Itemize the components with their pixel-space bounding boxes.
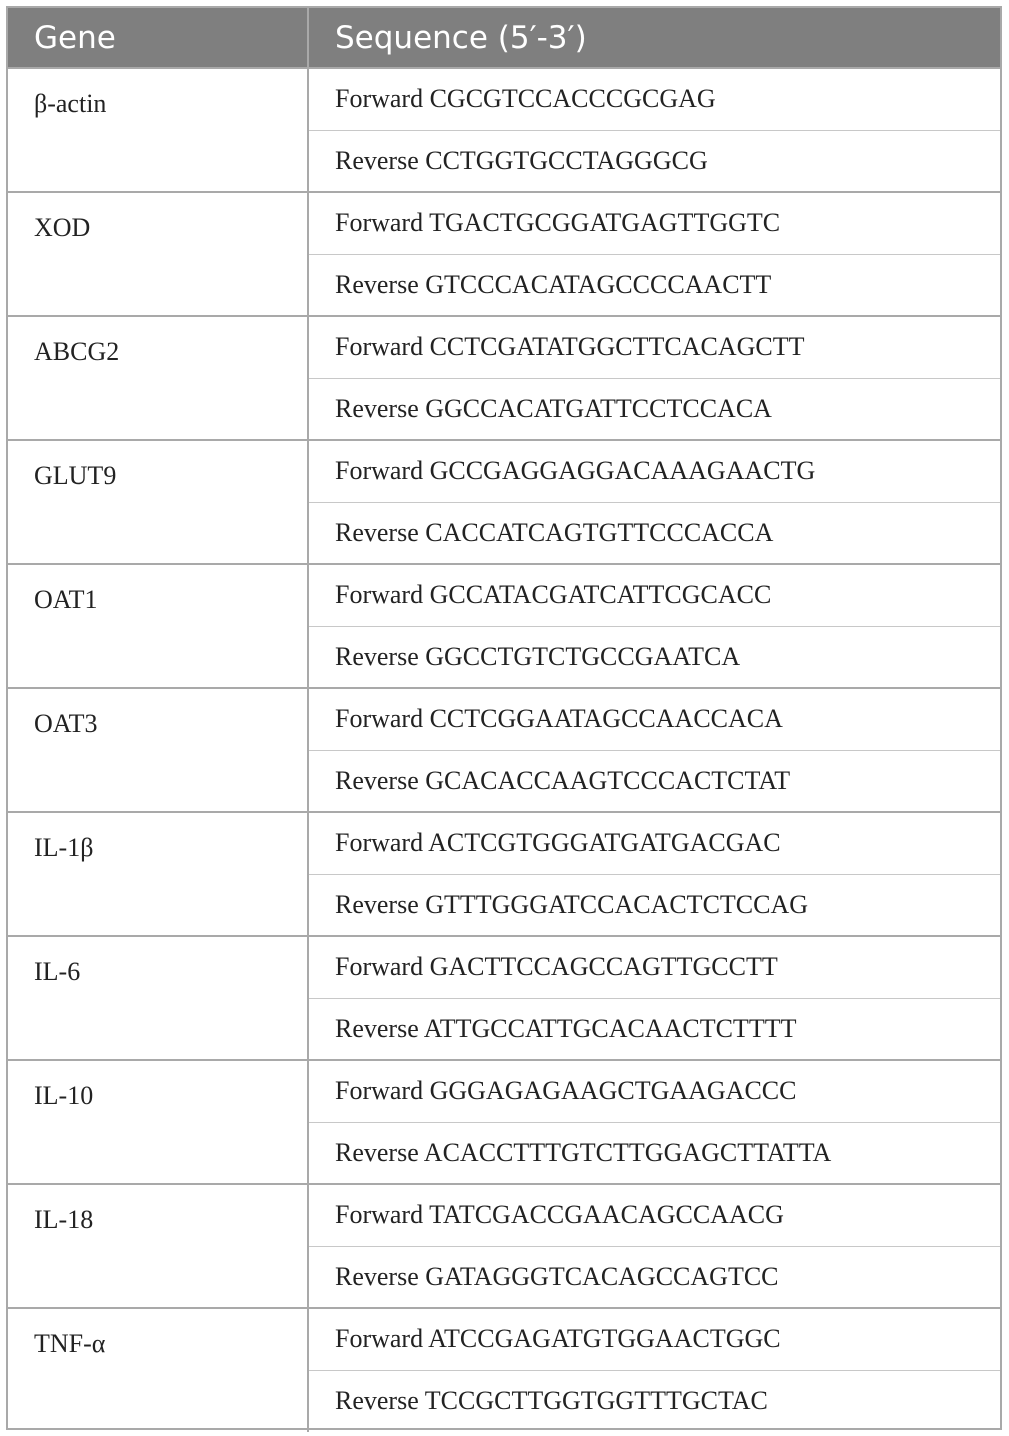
forward-sequence-cell: Forward GACTTCCAGCCAGTTGCCTT <box>308 936 1000 998</box>
gene-name-cell: GLUT9 <box>8 440 308 564</box>
table-row-forward <box>8 68 1000 130</box>
gene-name-cell: IL-1β <box>8 812 308 936</box>
gene-name-cell: OAT1 <box>8 564 308 688</box>
table-body <box>8 68 1000 1432</box>
gene-name-cell: ABCG2 <box>8 316 308 440</box>
forward-sequence-cell: Forward GCCGAGGAGGACAAAGAACTG <box>308 440 1000 502</box>
reverse-sequence-cell: Reverse GTCCCACATAGCCCCAACTT <box>308 254 1000 316</box>
table-row-forward <box>8 316 1000 378</box>
table-row-forward <box>8 1184 1000 1246</box>
reverse-sequence-cell: Reverse CCTGGTGCCTAGGGCG <box>308 130 1000 192</box>
forward-sequence-cell: Forward ACTCGTGGGATGATGACGAC <box>308 812 1000 874</box>
reverse-sequence-cell: Reverse ATTGCCATTGCACAACTCTTTT <box>308 998 1000 1060</box>
gene-name-cell: β-actin <box>8 68 308 192</box>
reverse-sequence-cell: Reverse GTTTGGGATCCACACTCTCCAG <box>308 874 1000 936</box>
forward-sequence-cell: Forward CCTCGATATGGCTTCACAGCTT <box>308 316 1000 378</box>
forward-sequence-cell: Forward GGGAGAGAAGCTGAAGACCC <box>308 1060 1000 1122</box>
reverse-sequence-cell: Reverse GGCCTGTCTGCCGAATCA <box>308 626 1000 688</box>
forward-sequence-cell: Forward GCCATACGATCATTCGCACC <box>308 564 1000 626</box>
forward-sequence-cell: Forward CCTCGGAATAGCCAACCACA <box>308 688 1000 750</box>
table-header <box>8 8 1000 68</box>
primer-table <box>8 8 1000 1432</box>
table-row-forward <box>8 564 1000 626</box>
reverse-sequence-cell: Reverse ACACCTTTGTCTTGGAGCTTATTA <box>308 1122 1000 1184</box>
table-row-forward <box>8 936 1000 998</box>
gene-name-cell: IL-10 <box>8 1060 308 1184</box>
table-row-forward <box>8 688 1000 750</box>
table-row-forward <box>8 440 1000 502</box>
reverse-sequence-cell: Reverse CACCATCAGTGTTCCCACCA <box>308 502 1000 564</box>
header-row <box>8 8 1000 68</box>
table-row-forward <box>8 1308 1000 1370</box>
gene-name-cell: OAT3 <box>8 688 308 812</box>
table-row-forward <box>8 812 1000 874</box>
reverse-sequence-cell: Reverse TCCGCTTGGTGGTTTGCTAC <box>308 1370 1000 1432</box>
reverse-sequence-cell: Reverse GATAGGGTCACAGCCAGTCC <box>308 1246 1000 1308</box>
gene-name-cell: IL-6 <box>8 936 308 1060</box>
table-row-forward <box>8 1060 1000 1122</box>
reverse-sequence-cell: Reverse GGCCACATGATTCCTCCACA <box>308 378 1000 440</box>
reverse-sequence-cell: Reverse GCACACCAAGTCCCACTCTAT <box>308 750 1000 812</box>
table-row-forward <box>8 192 1000 254</box>
forward-sequence-cell: Forward ATCCGAGATGTGGAACTGGC <box>308 1308 1000 1370</box>
primer-table-container <box>6 6 1002 1430</box>
forward-sequence-cell: Forward CGCGTCCACCCGCGAG <box>308 68 1000 130</box>
forward-sequence-cell: Forward TATCGACCGAACAGCCAACG <box>308 1184 1000 1246</box>
sequence-column-header: Sequence (5′-3′) <box>308 8 1000 68</box>
gene-name-cell: XOD <box>8 192 308 316</box>
gene-name-cell: IL-18 <box>8 1184 308 1308</box>
gene-column-header: Gene <box>8 8 308 68</box>
forward-sequence-cell: Forward TGACTGCGGATGAGTTGGTC <box>308 192 1000 254</box>
gene-name-cell: TNF-α <box>34 1329 106 1358</box>
